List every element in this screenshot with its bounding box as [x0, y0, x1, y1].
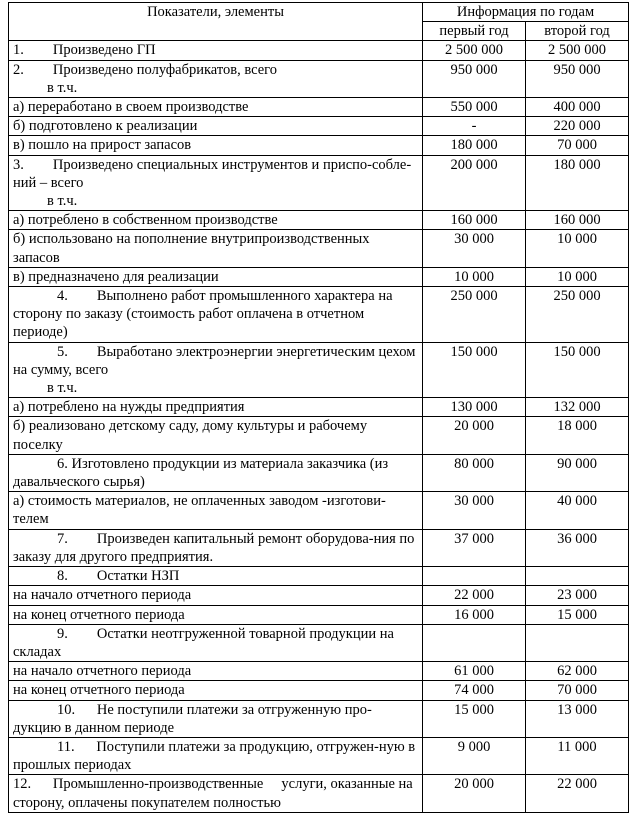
value-year-2: 22 000	[526, 775, 629, 812]
row-label-cell	[9, 662, 423, 681]
row-sublabel: в т.ч.	[47, 79, 78, 96]
row-label-cell	[9, 342, 423, 398]
value-year-2: 18 000	[526, 417, 629, 454]
table-row	[9, 586, 629, 605]
row-label: 2. Произведено полуфабрикатов, всего	[13, 61, 277, 78]
row-label: 7. Произведен капитальный ремонт оборудова-ния по заказу для другого предприятия.	[13, 530, 419, 565]
row-label: 11. Поступили платежи за продукцию, отгружен-ную в прошлых периодах	[13, 738, 419, 774]
row-label: 8. Остатки НЗП	[57, 568, 180, 585]
row-label-cell	[9, 492, 423, 529]
value-year-2: 11 000	[526, 737, 629, 774]
row-label: 1. Произведено ГП	[13, 42, 156, 59]
row-label: на конец отчетного периода	[13, 682, 185, 699]
table-row	[9, 155, 629, 211]
value-year-1: 20 000	[423, 775, 526, 812]
value-year-1: 180 000	[423, 136, 526, 155]
row-label-cell	[9, 454, 423, 491]
value-year-2: 2 500 000	[526, 41, 629, 60]
table-row	[9, 98, 629, 117]
value-year-2: 70 000	[526, 136, 629, 155]
value-year-2: 10 000	[526, 230, 629, 267]
value-year-2: 220 000	[526, 117, 629, 136]
value-year-2: 90 000	[526, 454, 629, 491]
row-label: а) переработано в своем производстве	[13, 99, 249, 116]
value-year-2: 400 000	[526, 98, 629, 117]
value-year-1	[423, 567, 526, 586]
table-row	[9, 567, 629, 586]
table-row	[9, 605, 629, 624]
value-year-1: 80 000	[423, 454, 526, 491]
value-year-2: 950 000	[526, 60, 629, 97]
table-row	[9, 136, 629, 155]
value-year-2: 23 000	[526, 586, 629, 605]
row-label-cell	[9, 211, 423, 230]
header-row	[9, 3, 629, 22]
row-sublabel: в т.ч.	[47, 193, 78, 210]
row-label-cell	[9, 529, 423, 566]
table-row	[9, 662, 629, 681]
table-row	[9, 230, 629, 267]
row-label: 10. Не поступили платежи за отгруженную про-дукцию в данном периоде	[13, 701, 372, 736]
value-year-1: -	[423, 117, 526, 136]
value-year-1: 9 000	[423, 737, 526, 774]
row-label: б) использовано на пополнение внутрипроизводственных запасов	[13, 231, 374, 266]
row-label: 6. Изготовлено продукции из материала заказчика (из давальческого сырья)	[13, 455, 392, 491]
value-year-2: 36 000	[526, 529, 629, 566]
value-year-2: 180 000	[526, 155, 629, 211]
table-row	[9, 211, 629, 230]
value-year-1: 30 000	[423, 230, 526, 267]
row-label-cell	[9, 398, 423, 417]
row-label-cell	[9, 267, 423, 286]
value-year-1: 20 000	[423, 417, 526, 454]
value-year-1: 950 000	[423, 60, 526, 97]
header-year-1: первый год	[423, 22, 526, 41]
row-label: а) потреблено в собственном производстве	[13, 212, 278, 229]
value-year-1: 250 000	[423, 287, 526, 343]
row-label: 4. Выполнено работ промышленного характера на сторону по заказу (стоимость работ оплачена в отчетном периоде)	[13, 288, 397, 341]
row-label-cell	[9, 117, 423, 136]
row-label-cell	[9, 586, 423, 605]
value-year-1	[423, 624, 526, 661]
value-year-2: 132 000	[526, 398, 629, 417]
value-year-1: 30 000	[423, 492, 526, 529]
row-label: на конец отчетного периода	[13, 606, 185, 623]
row-label-cell	[9, 41, 423, 60]
value-year-1: 130 000	[423, 398, 526, 417]
header-indicators: Показатели, элементы	[9, 3, 423, 41]
row-label-cell	[9, 605, 423, 624]
row-label-cell	[9, 136, 423, 155]
value-year-1: 10 000	[423, 267, 526, 286]
row-label: 12. Промышленно-производственные услуги, оказанные на сторону, оплачены покупателем полностью	[13, 776, 417, 811]
row-label-cell	[9, 737, 423, 774]
row-sublabel: в т.ч.	[47, 380, 78, 397]
value-year-1: 550 000	[423, 98, 526, 117]
row-label: 3. Произведено специальных инструментов и приспо-соблений – всего	[13, 156, 412, 191]
value-year-2: 62 000	[526, 662, 629, 681]
header-info-by-years: Информация по годам	[423, 3, 629, 22]
table-row	[9, 417, 629, 454]
table-row	[9, 681, 629, 700]
value-year-2: 15 000	[526, 605, 629, 624]
value-year-2: 13 000	[526, 700, 629, 737]
value-year-1: 16 000	[423, 605, 526, 624]
table-row	[9, 737, 629, 774]
table-row	[9, 700, 629, 737]
table-row	[9, 41, 629, 60]
row-label: а) потреблено на нужды предприятия	[13, 399, 245, 416]
row-label: б) подготовлено к реализации	[13, 118, 198, 135]
value-year-1: 15 000	[423, 700, 526, 737]
row-label: 5. Выработано электроэнергии энергетическим цехом на сумму, всего	[13, 343, 419, 378]
table-row	[9, 398, 629, 417]
row-label-cell	[9, 681, 423, 700]
row-label: б) реализовано детскому саду, дому культуры и рабочему поселку	[13, 418, 371, 453]
table-row	[9, 454, 629, 491]
row-label: а) стоимость материалов, не оплаченных заводом -изготови-телем	[13, 493, 386, 528]
value-year-2: 70 000	[526, 681, 629, 700]
table-row	[9, 60, 629, 97]
table-row	[9, 529, 629, 566]
row-label-cell	[9, 624, 423, 661]
table-body	[9, 41, 629, 812]
row-label-cell	[9, 417, 423, 454]
value-year-1: 200 000	[423, 155, 526, 211]
table-row	[9, 287, 629, 343]
row-label-cell	[9, 287, 423, 343]
header-year-2: второй год	[526, 22, 629, 41]
table-row	[9, 342, 629, 398]
document-page	[8, 2, 628, 813]
table-row	[9, 267, 629, 286]
row-label-cell	[9, 230, 423, 267]
row-label: на начало отчетного периода	[13, 663, 192, 680]
value-year-1: 22 000	[423, 586, 526, 605]
row-label: 9. Остатки неотгруженной товарной продукции на складах	[13, 625, 398, 660]
row-label-cell	[9, 567, 423, 586]
value-year-2: 250 000	[526, 287, 629, 343]
table-row	[9, 117, 629, 136]
value-year-2	[526, 567, 629, 586]
row-label: на начало отчетного периода	[13, 587, 192, 604]
row-label-cell	[9, 60, 423, 97]
table-row	[9, 775, 629, 812]
value-year-1: 37 000	[423, 529, 526, 566]
row-label-cell	[9, 155, 423, 211]
value-year-2: 40 000	[526, 492, 629, 529]
row-label-cell	[9, 775, 423, 812]
value-year-2	[526, 624, 629, 661]
value-year-1: 2 500 000	[423, 41, 526, 60]
row-label: в) пошло на прирост запасов	[13, 137, 192, 154]
value-year-2: 10 000	[526, 267, 629, 286]
table-row	[9, 624, 629, 661]
value-year-2: 160 000	[526, 211, 629, 230]
row-label-cell	[9, 98, 423, 117]
table-row	[9, 492, 629, 529]
value-year-1: 74 000	[423, 681, 526, 700]
indicators-table	[8, 2, 629, 813]
row-label: в) предназначено для реализации	[13, 268, 219, 285]
value-year-2: 150 000	[526, 342, 629, 398]
row-label-cell	[9, 700, 423, 737]
value-year-1: 150 000	[423, 342, 526, 398]
value-year-1: 61 000	[423, 662, 526, 681]
value-year-1: 160 000	[423, 211, 526, 230]
